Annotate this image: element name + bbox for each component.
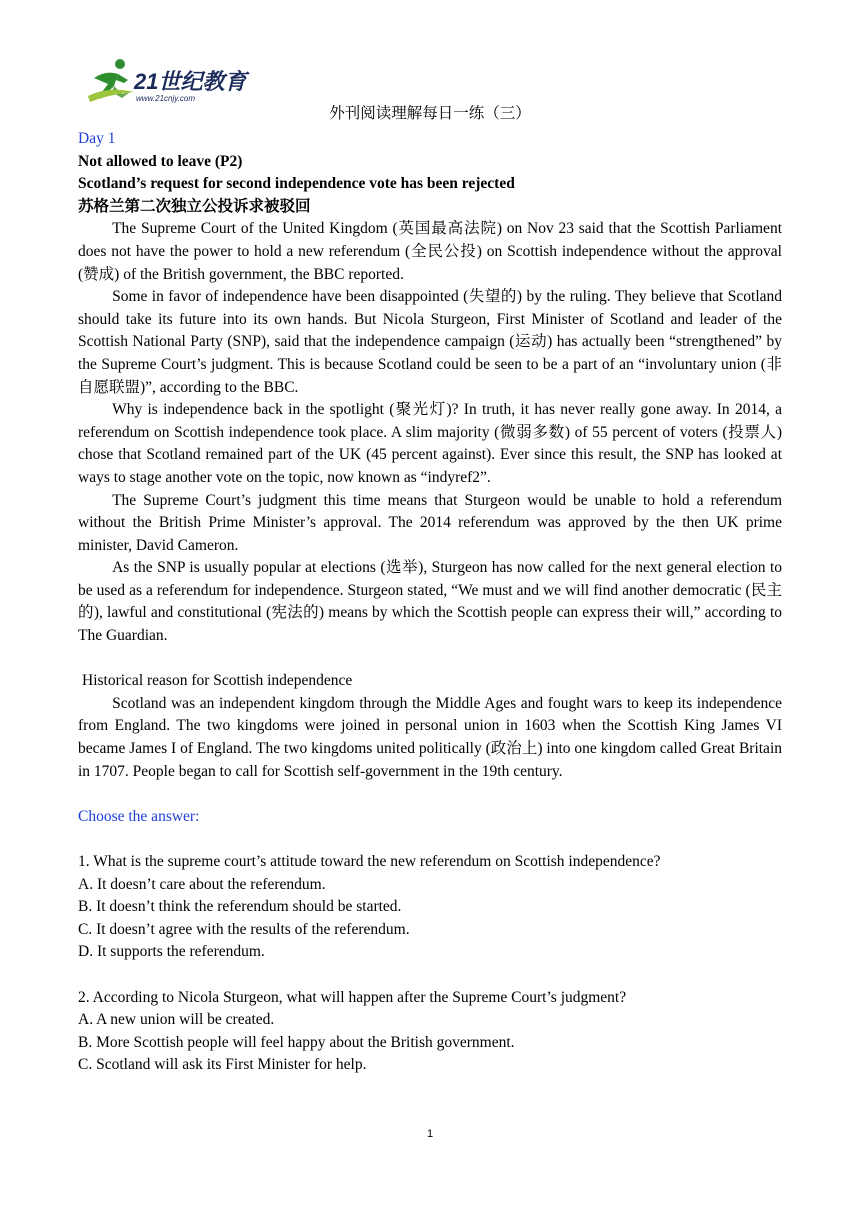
article-headline-cn: 苏格兰第二次独立公投诉求被驳回: [78, 197, 311, 215]
article-paragraph: Why is independence back in the spotlight (聚光灯)? In truth, it has never really gone away. In 2014, a referendum on Scottish independence took place. A slim majority (微弱多数) of 55 percent of voters (投票人) chose that Scotland remained part of the UK (45 percent against). Ever since this result, the SNP has looked at ways to stage another vote on the topic, now known as “indyref2”.: [78, 401, 782, 486]
answer-option: B. More Scottish people will feel happy about the British government.: [78, 1033, 515, 1051]
question-text: 2. According to Nicola Sturgeon, what will happen after the Supreme Court’s judgment?: [78, 988, 627, 1006]
runner-icon: [84, 56, 254, 106]
document-body: [78, 128, 782, 1077]
site-logo: [84, 56, 254, 106]
day-label: Day 1: [78, 130, 116, 147]
article-headline: Scotland’s request for second independence vote has been rejected: [78, 175, 515, 193]
spacer: [78, 828, 782, 851]
answer-option: C. It doesn’t agree with the results of the referendum.: [78, 920, 410, 938]
answer-option: B. It doesn’t think the referendum should be started.: [78, 898, 402, 916]
spacer: [78, 648, 782, 671]
article-paragraph: The Supreme Court’s judgment this time means that Sturgeon would be unable to hold a referendum without the British Prime Minister’s approval. The 2014 referendum was approved by the then UK prime minister, David Cameron.: [78, 491, 782, 554]
answer-option: C. Scotland will ask its First Minister for help.: [78, 1056, 367, 1074]
spacer: [78, 964, 782, 987]
question-block: [78, 851, 782, 964]
article-paragraph: The Supreme Court of the United Kingdom (英国最高法院) on Nov 23 said that the Scottish Parliament does not have the power to hold a new referendum (全民公投) on Scottish independence without the approval (赞成) of the British government, the BBC reported.: [78, 220, 782, 283]
logo-url: www.21cnjy.com: [136, 94, 195, 103]
answer-option: A. It doesn’t care about the referendum.: [78, 875, 326, 893]
history-heading: Historical reason for Scottish independence: [82, 672, 353, 690]
history-paragraph: Scotland was an independent kingdom through the Middle Ages and fought wars to keep its independence from England. The two kingdoms were joined in personal union in 1603 when the Scottish King James VI became James I of England. The two kingdoms united politically (政治上) into one kingdom called Great Britain in 1707. People began to call for Scottish self-government in the 19th century.: [78, 694, 782, 780]
question-text: 1. What is the supreme court’s attitude toward the new referendum on Scottish independence?: [78, 853, 661, 870]
logo-text: 21世纪教育: [134, 69, 247, 94]
page-title: 外刊阅读理解每日一练（三）: [329, 105, 531, 122]
answer-option: D. It supports the referendum.: [78, 943, 265, 961]
spacer: [78, 783, 782, 806]
article-paragraph: As the SNP is usually popular at elections (选举), Sturgeon has now called for the next general election to be used as a referendum for independence. Sturgeon stated, “We must and we will find another democratic (民主的), lawful and constitutional (宪法的) means by which the Scottish people can express their will,” according to The Guardian.: [78, 559, 782, 645]
quiz-prompt: Choose the answer:: [78, 807, 200, 825]
page-number: 1: [426, 1128, 434, 1140]
section-title: Not allowed to leave (P2): [78, 152, 243, 170]
question-block: [78, 987, 782, 1077]
article-paragraph: Some in favor of independence have been disappointed (失望的) by the ruling. They believe that Scotland should take its future into its own hands. But Nicola Sturgeon, First Minister of Scotland and leader of the Scottish National Party (SNP), said that the independence campaign (运动) has actually been “strengthened” by the Supreme Court’s judgment. This is because Scotland could be seen to be a part of an “involuntary union (非自愿联盟)”, according to the BBC.: [78, 288, 782, 396]
answer-option: A. A new union will be created.: [78, 1011, 275, 1029]
